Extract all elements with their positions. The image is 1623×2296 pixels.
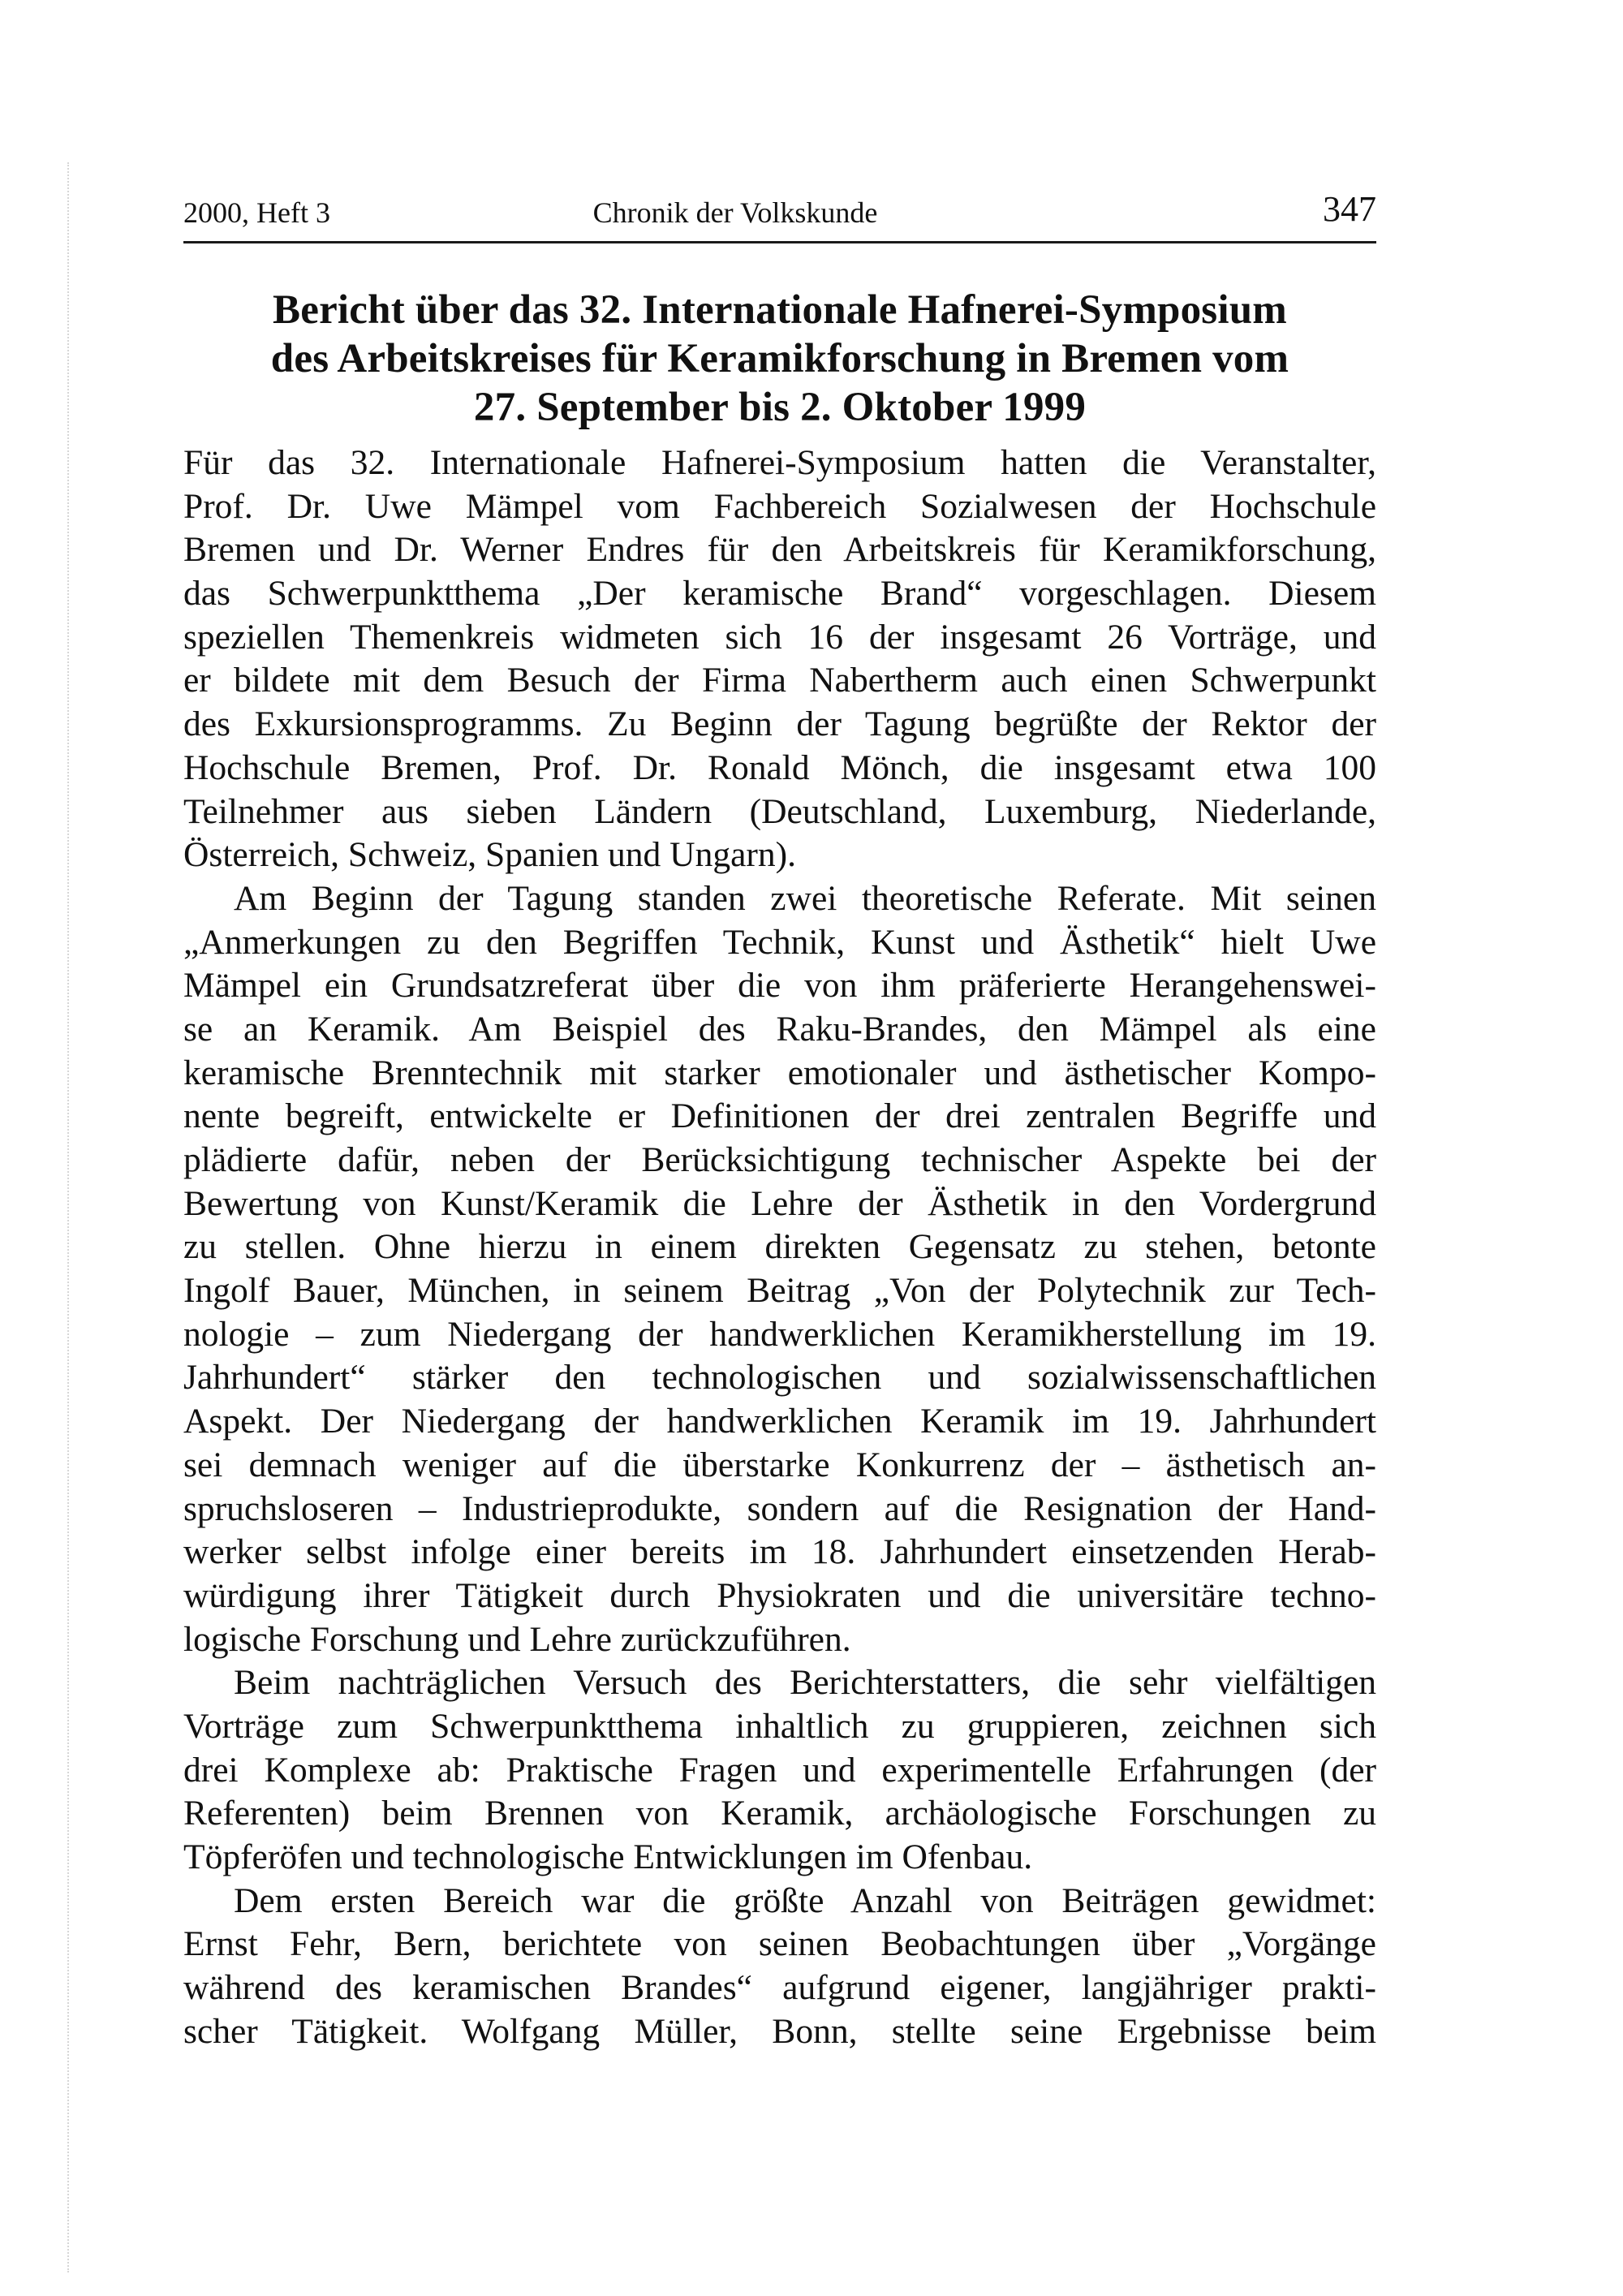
body-line: Hochschule Bremen, Prof. Dr. Ronald Mönch, die insgesamt etwa 100 xyxy=(183,747,1376,787)
body-line: logische Forschung und Lehre zurückzuführen. xyxy=(183,1619,851,1659)
body-line: plädierte dafür, neben der Berücksichtigung technischer Aspekte bei der xyxy=(183,1140,1376,1179)
body-line: Am Beginn der Tagung standen zwei theoretische Referate. Mit seinen xyxy=(234,878,1376,918)
body-line: Bremen und Dr. Werner Endres für den Arbeitskreis für Keramikforschung, xyxy=(183,530,1376,570)
body-line: Ernst Fehr, Bern, berichtete von seinen Beobachtungen über „Vorgänge xyxy=(183,1924,1376,1964)
body-line: er bildete mit dem Besuch der Firma Nabertherm auch einen Schwerpunkt xyxy=(183,661,1376,700)
body-line: Ingolf Bauer, München, in seinem Beitrag „Von der Polytechnik zur Tech- xyxy=(183,1271,1376,1311)
body-line: Töpferöfen und technologische Entwicklungen im Ofenbau. xyxy=(183,1837,1033,1876)
body-line: nente begreift, entwickelte er Definitionen der drei zentralen Begriffe und xyxy=(183,1096,1376,1136)
body-line: scher Tätigkeit. Wolfgang Müller, Bonn, stellte seine Ergebnisse beim xyxy=(183,2011,1376,2051)
body-line: Vorträge zum Schwerpunktthema inhaltlich zu gruppieren, zeichnen sich xyxy=(183,1706,1376,1746)
body-line: „Anmerkungen zu den Begriffen Technik, Kunst und Ästhetik“ hielt Uwe xyxy=(183,922,1376,962)
body-line: Prof. Dr. Uwe Mämpel vom Fachbereich Sozialwesen der Hochschule xyxy=(183,486,1376,526)
body-line: Aspekt. Der Niedergang der handwerklichen Keramik im 19. Jahrhundert xyxy=(183,1402,1376,1441)
body-line: Mämpel ein Grundsatzreferat über die von ihm präferierte Herangehenswei- xyxy=(183,966,1376,1006)
page-number: 347 xyxy=(1323,189,1376,229)
body-line: spruchsloseren – Industrieprodukte, sondern auf die Resignation der Hand- xyxy=(183,1488,1376,1528)
body-line: nologie – zum Niedergang der handwerklichen Keramikherstellung im 19. xyxy=(183,1314,1376,1354)
body-line: zu stellen. Ohne hierzu in einem direkten Gegensatz zu stehen, betonte xyxy=(183,1227,1376,1267)
body-line: se an Keramik. Am Beispiel des Raku-Brandes, den Mämpel als eine xyxy=(183,1009,1376,1049)
body-line: werker selbst infolge einer bereits im 18. Jahrhundert einsetzenden Herab- xyxy=(183,1532,1376,1572)
body-line: speziellen Themenkreis widmeten sich 16 der insgesamt 26 Vorträge, und xyxy=(183,617,1376,657)
body-line: Referenten) beim Brennen von Keramik, archäologische Forschungen zu xyxy=(183,1794,1376,1833)
body-line: würdigung ihrer Tätigkeit durch Physiokraten und die universitäre techno- xyxy=(183,1575,1376,1615)
issue-label: 2000, Heft 3 xyxy=(183,196,330,229)
body-line: keramische Brenntechnik mit starker emotionaler und ästhetischer Kompo- xyxy=(183,1053,1376,1092)
body-line: während des keramischen Brandes“ aufgrund eigener, langjähriger prakti- xyxy=(183,1968,1376,2008)
title-line: 27. September bis 2. Oktober 1999 xyxy=(473,385,1087,430)
journal-section-title: Chronik der Volkskunde xyxy=(592,196,878,229)
body-line: Österreich, Schweiz, Spanien und Ungarn). xyxy=(183,835,796,875)
body-line: des Exkursionsprogramms. Zu Beginn der Tagung begrüßte der Rektor der xyxy=(183,704,1376,744)
body-line: Beim nachträglichen Versuch des Berichterstatters, die sehr vielfältigen xyxy=(234,1663,1376,1703)
title-line: des Arbeitskreises für Keramikforschung in Bremen vom xyxy=(270,336,1289,381)
body-line: Jahrhundert“ stärker den technologischen und sozialwissenschaftlichen xyxy=(183,1358,1376,1398)
header-rule xyxy=(183,241,1376,243)
article-body xyxy=(183,442,1376,2053)
body-line: Dem ersten Bereich war die größte Anzahl von Beiträgen gewidmet: xyxy=(234,1880,1376,1920)
body-line: Bewertung von Kunst/Keramik die Lehre der Ästhetik in den Vordergrund xyxy=(183,1183,1376,1223)
body-line: Teilnehmer aus sieben Ländern (Deutschland, Luxemburg, Niederlande, xyxy=(183,791,1376,831)
scan-margin-dots xyxy=(67,162,69,2272)
body-line: das Schwerpunktthema „Der keramische Brand“ vorgeschlagen. Diesem xyxy=(183,574,1376,614)
article-title xyxy=(183,286,1376,432)
body-line: sei demnach weniger auf die überstarke Konkurrenz der – ästhetisch an- xyxy=(183,1445,1376,1484)
body-line: Für das 32. Internationale Hafnerei-Symposium hatten die Veranstalter, xyxy=(183,443,1376,482)
title-line: Bericht über das 32. Internationale Hafnerei-Symposium xyxy=(273,287,1287,333)
running-head xyxy=(183,188,1376,237)
body-line: drei Komplexe ab: Praktische Fragen und experimentelle Erfahrungen (der xyxy=(183,1750,1376,1790)
